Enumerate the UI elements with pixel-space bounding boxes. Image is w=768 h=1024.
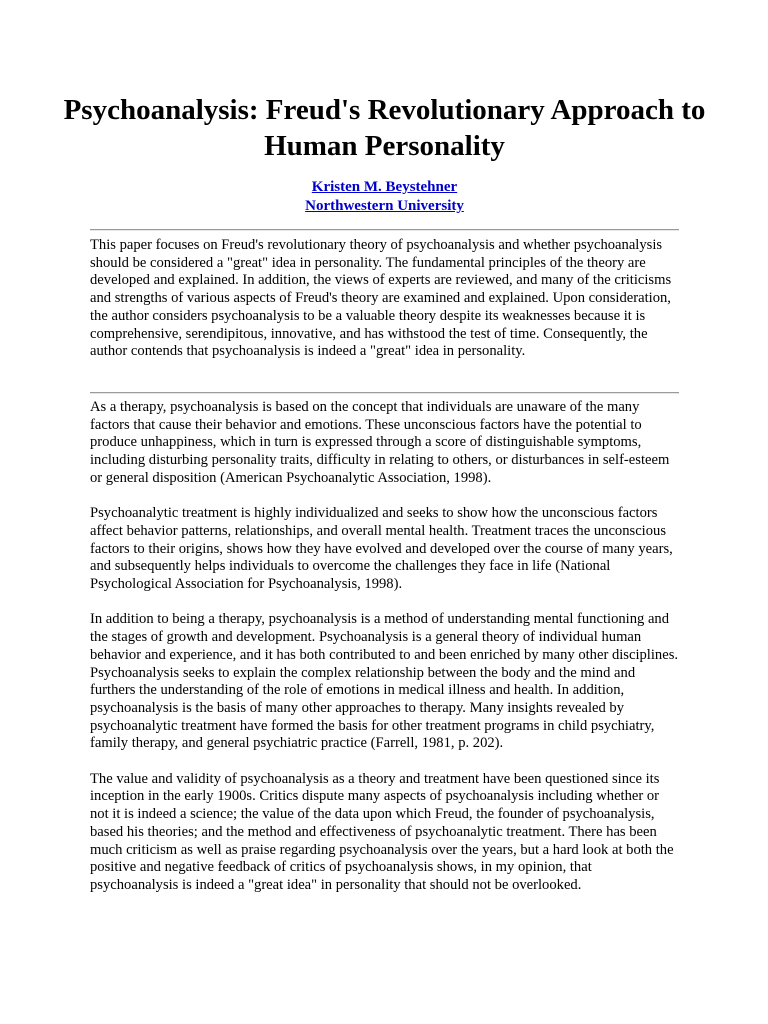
paragraph-2: Psychoanalytic treatment is highly individualized and seeks to show how the unconscious factors affect behavior patterns, relationships, and overall mental health. Treatment traces the unconscious factors to their origins, shows how they have evolved and developed over the course of many years, and subsequently helps individuals to overcome the challenges they face in life (National Psychological Association for Psychoanalysis, 1998). <box>90 505 673 593</box>
author-link[interactable]: Kristen M. Beystehner <box>311 179 458 195</box>
paragraph-3: In addition to being a therapy, psychoanalysis is a method of understanding mental functioning and the stages of growth and development. Psychoanalysis is a general theory of individual human behavior and experience, and it has both contributed to and been enriched by many other disciplines. Psychoanalysis seeks to explain the complex relationship between the body and the mind and furthers the understanding of the role of emotions in medical illness and health. In addition, psychoanalysis is the basis of many other approaches to therapy. Many insights revealed by psychoanalytic treatment have formed the basis for other treatment programs in child psychiatry, family therapy, and general psychiatric practice (Farrell, 1981, p. 202). <box>90 611 679 752</box>
paragraph-4: The value and validity of psychoanalysis as a theory and treatment have been questioned since its inception in the early 1900s. Critics dispute many aspects of psychoanalysis including whether or not it is indeed a science; the value of the data upon which Freud, the founder of psychoanalysis, based his theories; and the method and effectiveness of psychoanalytic treatment. There has been much criticism as well as praise regarding psychoanalysis over the years, but a hard look at both the positive and negative feedback of critics of psychoanalysis shows, in my opinion, that psychoanalysis is indeed a "great idea" in personality that should not be overlooked. <box>90 770 674 893</box>
divider-middle <box>90 392 679 394</box>
divider-top <box>90 229 679 231</box>
affiliation-link[interactable]: Northwestern University <box>305 198 464 214</box>
abstract-paragraph: This paper focuses on Freud's revolutionary theory of psychoanalysis and whether psychoanalysis should be considered a "great" idea in personality. The fundamental principles of the theory are developed and explained. In addition, the views of experts are reviewed, and many of the criticisms and strengths of various aspects of Freud's theory are examined and explained. Upon consideration, the author considers psychoanalysis to be a valuable theory despite its weaknesses because it is comprehensive, serendipitous, innovative, and has withstood the test of time. Consequently, the author contends that psychoanalysis is indeed a "great" idea in personality. <box>90 237 672 360</box>
paragraph-1: As a therapy, psychoanalysis is based on the concept that individuals are unaware of the many factors that cause their behavior and emotions. These unconscious factors have the potential to produce unhappiness, which in turn is expressed through a score of distinguishable symptoms, including disturbing personality traits, difficulty in relating to others, or disturbances in self-esteem or general disposition (American Psychoanalytic Association, 1998). <box>90 399 670 486</box>
author-block <box>90 178 679 216</box>
body-text <box>90 399 679 912</box>
page-title: Psychoanalysis: Freud's Revolutionary Approach to Human Personality <box>63 94 706 162</box>
